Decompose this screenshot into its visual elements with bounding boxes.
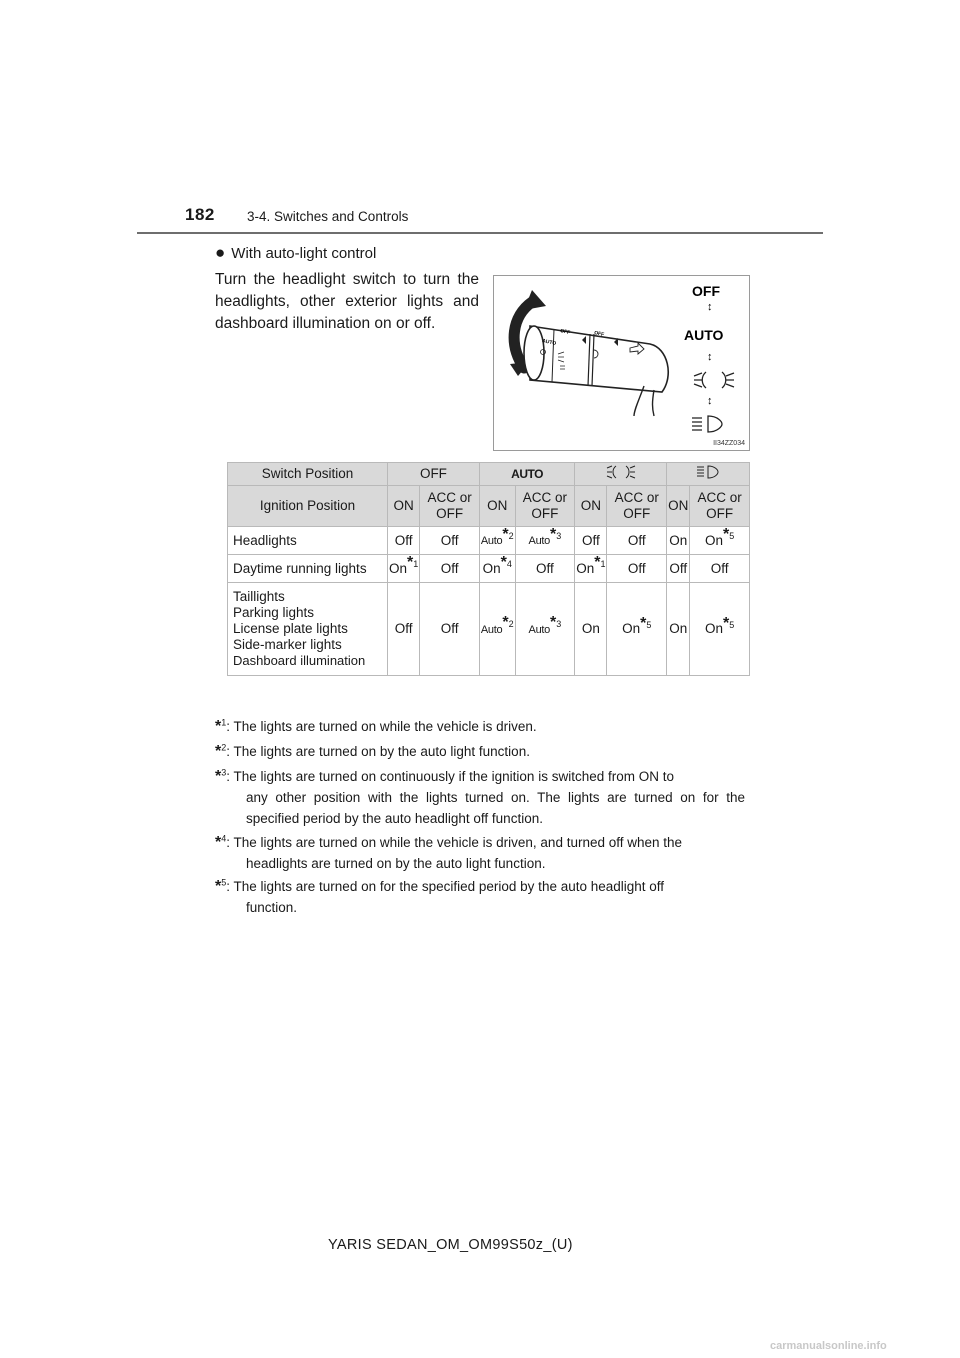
table-row [228, 555, 750, 583]
switch-position-3 [667, 463, 750, 486]
cell-value: On [389, 560, 408, 576]
stalk-label-off-2: OFF [593, 330, 605, 339]
switch-position-row [228, 463, 750, 486]
intro-paragraph: Turn the headlight switch to turn the headlights, other exterior lights and dashboard illumination on or off. [215, 271, 479, 332]
footnote-ref [502, 525, 514, 543]
footnote-text: : The lights are turned on by the auto light function. [226, 744, 530, 759]
cell-value: On [705, 621, 724, 636]
ignition-position-row [228, 486, 750, 527]
cell-value: On [581, 621, 600, 636]
footnote-ref-number: 4 [506, 559, 512, 569]
footnote-star-icon: * [640, 614, 647, 632]
cell-value: On [482, 560, 501, 576]
ignition-position-2: ON [479, 486, 515, 527]
cell-value: On [576, 560, 595, 576]
table-cell [690, 555, 750, 583]
table-cell [575, 555, 607, 583]
cell-value: Auto [480, 623, 503, 636]
footnote-ref-number: 2 [508, 619, 514, 629]
footnote-ref-number: 1 [413, 559, 419, 569]
row-label-line: Dashboard illumination [233, 653, 366, 668]
switch-position-0: OFF [388, 463, 480, 486]
row-label: Daytime running lights [228, 555, 388, 583]
cell-value: Auto [480, 535, 503, 547]
footnote-star-icon: * [215, 878, 222, 895]
table-cell [515, 583, 575, 676]
stalk-label-off-1: OFF [559, 328, 571, 337]
footnote-star-icon: * [549, 614, 557, 631]
headlight-stalk-illustration [494, 276, 751, 452]
cell-value: Off [440, 621, 459, 636]
ignition-position-0: ON [388, 486, 420, 527]
footnote-star-icon: * [215, 768, 222, 785]
cell-value: On [705, 532, 724, 548]
footer-title: YARIS SEDAN_OM_OM99S50z_(U) [328, 1237, 573, 1253]
footnote-3 [215, 766, 745, 829]
footnote-star-icon: * [407, 554, 414, 571]
row-label-line: Parking lights [233, 605, 315, 620]
footnote-mark [215, 744, 226, 759]
footnote-number: 5 [221, 877, 227, 888]
headlight-icon [696, 467, 720, 482]
table-cell [420, 555, 480, 583]
tail-light-icon [606, 467, 636, 482]
footnote-continuation: headlights are turned on by the auto light function. [246, 856, 546, 871]
footnote-star-icon: * [215, 743, 222, 760]
stalk-label-auto: AUTO [541, 338, 557, 347]
table-cell [690, 583, 750, 676]
footnote-text: : The lights are turned on while the vehicle is driven. [226, 719, 537, 734]
footnote-number: 4 [221, 833, 227, 844]
footnote-mark [215, 879, 226, 894]
footnote-ref [640, 614, 652, 632]
svg-text:↕: ↕ [707, 301, 713, 313]
row-label: Headlights [228, 527, 388, 555]
footnote-mark [215, 769, 226, 784]
footnote-star-icon: * [594, 554, 601, 571]
footnote-text: : The lights are turned on while the vehicle is driven, and turned off when the [226, 835, 683, 850]
table-cell [575, 527, 607, 555]
footnote-number: 3 [221, 767, 227, 778]
switch-position-label: Switch Position [228, 463, 388, 486]
footnote-star-icon: * [500, 554, 507, 571]
footnote-ref-number: 3 [556, 619, 562, 629]
ignition-position-4: ON [575, 486, 607, 527]
footnote-mark [215, 835, 226, 850]
switch-position-table [227, 462, 750, 676]
ignition-position-label: Ignition Position [228, 486, 388, 527]
footnote-star-icon: * [215, 718, 222, 735]
position-label-off: OFF [692, 283, 720, 299]
footnote-ref [502, 614, 514, 631]
position-label-auto: AUTO [684, 327, 724, 343]
footnote-ref-number: 5 [646, 619, 652, 630]
table-cell [479, 555, 515, 583]
cell-value: On [622, 621, 641, 636]
table-cell [515, 527, 575, 555]
footnote-number: 2 [221, 742, 227, 753]
footnote-ref-number: 2 [508, 530, 514, 541]
watermark: carmanualsonline.info [770, 1340, 887, 1352]
footnote-continuation: any other position with the lights turned on. The lights are turned on for the specified period by the auto headlight off function. [246, 790, 745, 826]
ignition-position-3: ACC or OFF [515, 486, 575, 527]
footnote-number: 1 [221, 717, 227, 728]
footnote-ref [549, 614, 562, 631]
cell-value: On [669, 621, 688, 636]
footnote-ref [723, 614, 735, 632]
row-label-line: Taillights [233, 589, 285, 604]
footnote-star-icon: * [549, 525, 557, 543]
row-label-line: Side-marker lights [233, 637, 342, 652]
footnote-text: : The lights are turned on continuously if the ignition is switched from ON to [226, 769, 674, 784]
table-cell [420, 583, 480, 676]
table-cell [388, 583, 420, 676]
footnote-5 [215, 876, 745, 918]
cell-value: Off [394, 621, 413, 636]
row-label [228, 583, 388, 676]
ignition-position-7: ACC or OFF [690, 486, 750, 527]
table-cell [607, 555, 667, 583]
cell-value: Off [536, 560, 554, 576]
footnote-4 [215, 832, 745, 874]
cell-value: Auto [528, 535, 550, 547]
bullet-heading [215, 243, 376, 263]
table-cell [515, 555, 575, 583]
table-cell [575, 583, 607, 676]
footnote-1 [215, 716, 745, 737]
footnote-star-icon: * [723, 614, 730, 632]
footnote-star-icon: * [215, 834, 222, 851]
switch-position-2 [575, 463, 667, 486]
table-cell [388, 555, 420, 583]
switch-position-1: AUTO [479, 463, 574, 486]
footnote-continuation: function. [246, 900, 298, 915]
footnote-text: : The lights are turned on for the specified period by the auto headlight off [226, 879, 665, 894]
section-title: 3-4. Switches and Controls [247, 209, 409, 224]
footnote-2 [215, 741, 745, 762]
cell-value: Off [581, 532, 600, 548]
table-cell [667, 583, 690, 676]
footnote-ref [723, 526, 735, 543]
table-row [228, 583, 750, 676]
footnote-ref [407, 554, 419, 571]
table-cell [690, 527, 750, 555]
table-row [228, 527, 750, 555]
figure-code: II34ZZ034 [713, 440, 745, 447]
footnote-ref-number: 1 [600, 559, 606, 569]
bullet-heading-text: With auto-light control [231, 245, 377, 262]
footnote-star-icon: * [502, 525, 509, 543]
svg-text:↕: ↕ [707, 395, 713, 407]
cell-value: Auto [528, 623, 550, 636]
cell-value: Off [627, 532, 646, 548]
table-cell [607, 583, 667, 676]
page-number: 182 [185, 205, 215, 224]
footnote-star-icon: * [502, 614, 509, 631]
footnote-star-icon: * [723, 526, 730, 543]
table-cell [420, 527, 480, 555]
headlight-switch-figure [493, 275, 750, 451]
tail-light-symbol-icon [694, 372, 734, 388]
footnote-ref [500, 554, 512, 571]
footnote-mark [215, 719, 226, 734]
cell-value: Off [440, 532, 459, 548]
ignition-position-6: ON [667, 486, 690, 527]
headlight-symbol-icon [692, 416, 722, 432]
cell-value: Off [669, 560, 688, 576]
table-cell [667, 555, 690, 583]
footnote-ref [594, 554, 606, 571]
ignition-position-1: ACC or OFF [420, 486, 480, 527]
cell-value: Off [394, 532, 413, 548]
cell-value: Off [627, 560, 646, 576]
footnote-ref-number: 3 [556, 530, 562, 541]
bullet-dot-icon: ● [215, 243, 226, 262]
table-cell [607, 527, 667, 555]
cell-value: On [669, 532, 688, 548]
table-cell [479, 527, 515, 555]
cell-value: Off [710, 560, 729, 576]
ignition-position-5: ACC or OFF [607, 486, 667, 527]
footnote-ref-number: 5 [729, 619, 735, 630]
table-cell [388, 527, 420, 555]
footnote-ref [549, 525, 562, 543]
footnote-ref-number: 5 [729, 531, 735, 541]
row-label-line: License plate lights [233, 621, 348, 636]
svg-text:↕: ↕ [707, 351, 713, 363]
cell-value: Off [440, 560, 459, 576]
table-cell [479, 583, 515, 676]
header-rule [137, 232, 823, 234]
table-cell [667, 527, 690, 555]
